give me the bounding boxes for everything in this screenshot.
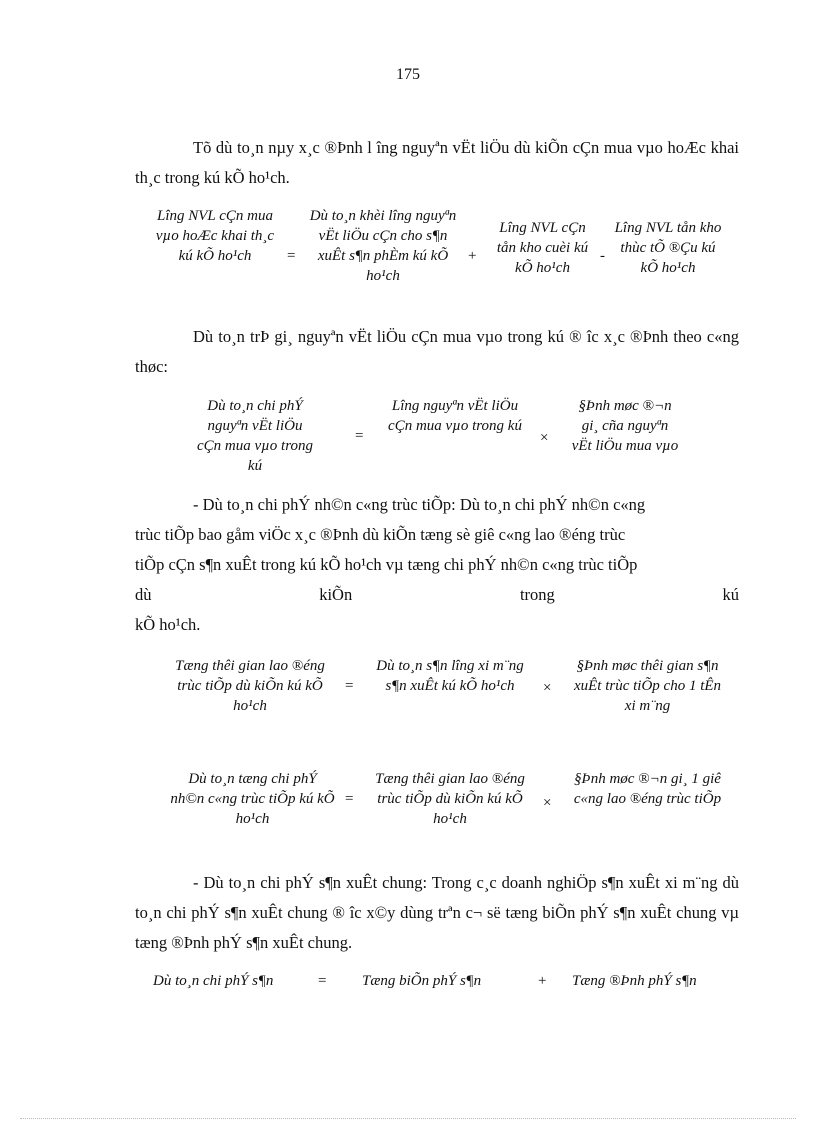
formula-1-term-3: Lîng NVL tån kho thùc tÕ ®Çu kú kÕ ho¹ch [614, 220, 722, 276]
paragraph-3-word: trong [519, 585, 555, 604]
formula-4 [170, 769, 730, 854]
formula-1-plus: + [468, 248, 477, 264]
paragraph-1: Tõ dù to¸n nµy x¸c ®Þnh l îng nguyªn vËt liÖu dù kiÕn cÇn mua vµo hoÆc khai th¸c trong kú kÕ ho¹ch. [135, 138, 739, 187]
formula-2-term-1: Lîng nguyªn vËt liÖu cÇn mua vµo trong kú [388, 398, 522, 434]
formula-1-minus: - [600, 248, 605, 264]
paragraph-3-word: dù [135, 585, 152, 604]
paragraph-3-word: kú [722, 585, 739, 604]
formula-5-term-1: Tæng biÕn phÝ s¶n [362, 973, 482, 989]
formula-2-lhs: Dù to¸n chi phÝ nguyªn vËt liÖu cÇn mua vµo trong kú [197, 398, 313, 474]
formula-3 [170, 656, 730, 741]
paragraph-3-line-2: trùc tiÕp bao gåm viÖc x¸c ®Þnh dù kiÕn tæng sè giê c«ng lao ®éng trùc [135, 525, 626, 544]
formula-2-times: × [540, 430, 549, 446]
paragraph-3-line-3: tiÕp cÇn s¶n xuÊt trong kú kÕ ho¹ch vµ tæng chi phÝ nh©n c«ng trùc tiÕp [135, 555, 638, 574]
formula-4-term-2: §Þnh møc ®¬n gi¸ 1 giê c«ng lao ®éng trùc tiÕp [573, 771, 722, 807]
formula-4-lhs: Dù to¸n tæng chi phÝ nh©n c«ng trùc tiÕp kú kÕ ho¹ch [170, 771, 335, 827]
formula-2-equals: = [355, 428, 364, 444]
formula-4-equals: = [345, 791, 354, 807]
paragraph-3 [135, 490, 739, 640]
paragraph-4: - Dù to¸n chi phÝ s¶n xuÊt chung: Trong c¸c doanh nghiÖp s¶n xuÊt xi m¨ng dù to¸n chi phÝ s¶n xuÊt chung ® îc x©y dùng trªn c¬ së tæng biÕn phÝ s¶n xuÊt chung vµ tæng ®Þnh phÝ s¶n xuÊt chung. [135, 873, 739, 952]
formula-1-term-2: Lîng NVL cÇn tån kho cuèi kú kÕ ho¹ch [496, 220, 589, 276]
paragraph-3-line-4 [135, 580, 739, 610]
formula-5-plus: + [538, 973, 547, 989]
page-bottom-divider [20, 1118, 796, 1119]
formula-3-lhs: Tæng thêi gian lao ®éng trùc tiÕp dù kiÕn kú kÕ ho¹ch [175, 658, 325, 714]
formula-5-term-2: Tæng ®Þnh phÝ s¶n [572, 973, 697, 989]
formula-4-term-1: Tæng thêi gian lao ®éng trùc tiÕp dù kiÕn kú kÕ ho¹ch [375, 771, 525, 827]
formula-2-term-2: §Þnh møc ®¬n gi¸ cña nguyªn vËt liÖu mua vµo [571, 398, 679, 454]
formula-1 [150, 206, 730, 306]
formula-1-term-1: Dù to¸n khèi lîng nguyªn vËt liÖu cÇn cho s¶n xuÊt s¶n phÈm kú kÕ ho¹ch [309, 208, 457, 284]
paragraph-2: Dù to¸n trÞ gi¸ nguyªn vËt liÖu cÇn mua vµo trong kú ® îc x¸c ®Þnh theo c«ng thøc: [135, 327, 739, 376]
formula-1-equals: = [287, 248, 296, 264]
paragraph-3-word: kiÕn [319, 585, 353, 604]
formula-3-times: × [543, 680, 552, 696]
formula-3-term-2: §Þnh møc thêi gian s¶n xuÊt trùc tiÕp cho 1 tÊn xi m¨ng [573, 658, 722, 714]
formula-4-times: × [543, 795, 552, 811]
formula-5-lhs: Dù to¸n chi phÝ s¶n [153, 973, 274, 989]
page-number: 175 [396, 66, 420, 83]
formula-3-term-1: Dù to¸n s¶n lîng xi m¨ng s¶n xuÊt kú kÕ ho¹ch [376, 658, 524, 694]
formula-1-lhs: Lîng NVL cÇn mua vµo hoÆc khai th¸c kú kÕ ho¹ch [155, 208, 275, 264]
formula-2 [195, 396, 695, 481]
paragraph-3-line-5: kÕ ho¹ch. [135, 615, 201, 634]
formula-5-equals: = [318, 973, 327, 989]
formula-3-equals: = [345, 678, 354, 694]
paragraph-3-line-1: - Dù to¸n chi phÝ nh©n c«ng trùc tiÕp: Dù to¸n chi phÝ nh©n c«ng [193, 495, 646, 514]
